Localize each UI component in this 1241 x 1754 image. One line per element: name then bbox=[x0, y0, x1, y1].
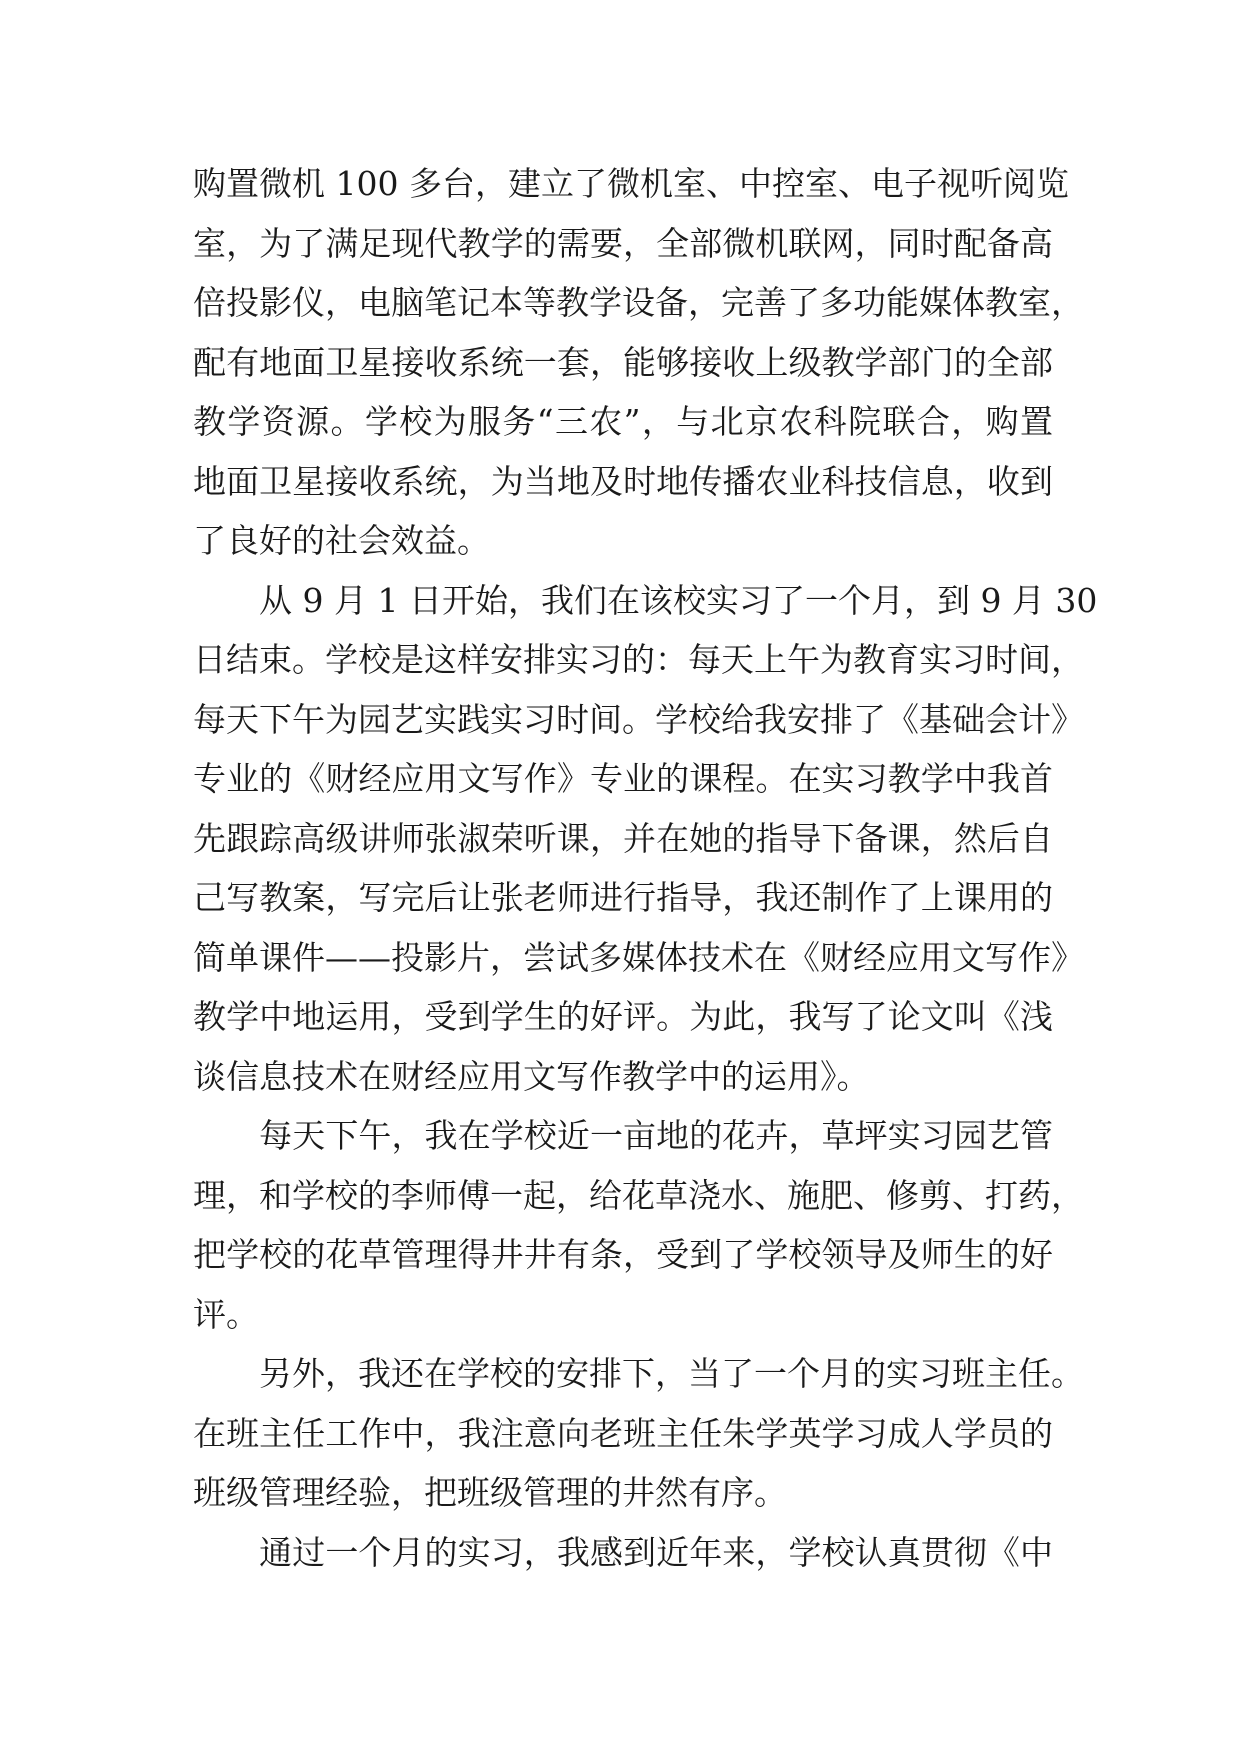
body-text bbox=[193, 154, 1098, 1582]
text-line: 把学校的花草管理得井井有条，受到了学校领导及师生的好 bbox=[193, 1235, 1053, 1274]
text-line: 教学中地运用，受到学生的好评。为此，我写了论文叫《浅 bbox=[193, 997, 1053, 1036]
text-line: 专业的《财经应用文写作》专业的课程。在实习教学中我首 bbox=[193, 759, 1053, 798]
text-line: 教学资源。学校为服务“三农”，与北京农科院联合，购置 bbox=[193, 402, 1053, 441]
text-line: 另外，我还在学校的安排下，当了一个月的实习班主任。 bbox=[193, 1354, 1084, 1393]
text-line: 简单课件——投影片，尝试多媒体技术在《财经应用文写作》 bbox=[193, 937, 1084, 977]
text-line: 地面卫星接收系统，为当地及时地传播农业科技信息，收到 bbox=[193, 461, 1053, 501]
text-line: 通过一个月的实习，我感到近年来，学校认真贯彻《中 bbox=[193, 1532, 1053, 1572]
text-line: 从 9 月 1 日开始，我们在该校实习了一个月，到 9 月 30 bbox=[193, 580, 1098, 620]
text-line: 购置微机 100 多台，建立了微机室、中控室、电子视听阅览 bbox=[193, 164, 1069, 203]
text-line: 了良好的社会效益。 bbox=[193, 521, 490, 560]
text-line: 配有地面卫星接收系统一套，能够接收上级教学部门的全部 bbox=[193, 342, 1053, 382]
text-line: 在班主任工作中，我注意向老班主任朱学英学习成人学员的 bbox=[193, 1413, 1053, 1453]
text-line: 评。 bbox=[193, 1294, 259, 1334]
text-line: 倍投影仪，电脑笔记本等教学设备，完善了多功能媒体教室， bbox=[193, 283, 1084, 322]
text-line: 谈信息技术在财经应用文写作教学中的运用》。 bbox=[193, 1056, 870, 1096]
text-line: 室，为了满足现代教学的需要，全部微机联网，同时配备高 bbox=[193, 223, 1053, 263]
text-line: 每天下午，我在学校近一亩地的花卉，草坪实习园艺管 bbox=[193, 1116, 1053, 1155]
text-line: 先跟踪高级讲师张淑荣听课，并在她的指导下备课，然后自 bbox=[193, 818, 1053, 858]
text-line: 每天下午为园艺实践实习时间。学校给我安排了《基础会计》 bbox=[193, 699, 1084, 739]
text-line: 理，和学校的李师傅一起，给花草浇水、施肥、修剪、打药， bbox=[193, 1175, 1084, 1215]
text-line: 日结束。学校是这样安排实习的：每天上午为教育实习时间， bbox=[193, 640, 1084, 679]
text-line: 班级管理经验，把班级管理的井然有序。 bbox=[193, 1473, 787, 1512]
text-line: 己写教案，写完后让张老师进行指导，我还制作了上课用的 bbox=[193, 878, 1053, 917]
